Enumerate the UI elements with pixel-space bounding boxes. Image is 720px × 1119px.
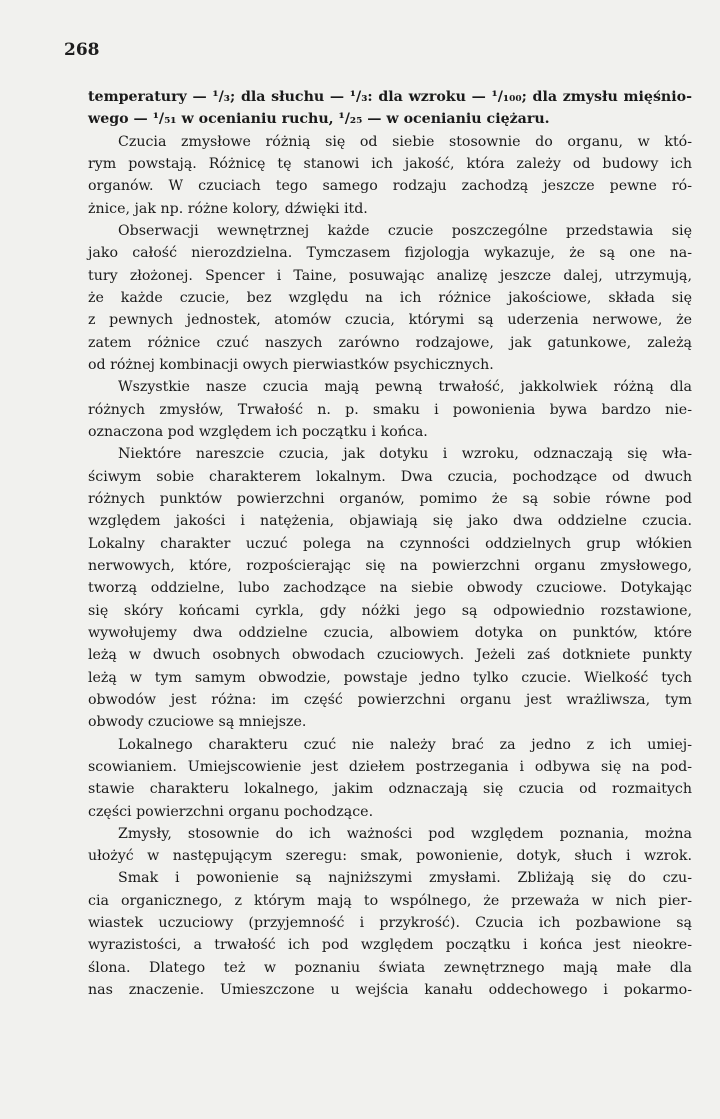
text-line: rym powstają. Różnicę tę stanowi ich jakość, która zależy od budowy ich [88, 155, 692, 172]
text-line: leżą w dwuch osobnych obwodach czuciowych. Jeżeli zaś dotkniete punkty [88, 647, 692, 664]
text-line: Czucia zmysłowe różnią się od siebie stosownie do organu, w któ- [118, 133, 692, 150]
text-line: Zmysły, stosownie do ich ważności pod względem poznania, można [118, 825, 692, 842]
text-line: obwodów jest różna: im część powierzchni organu jest wrażliwsza, tym [88, 691, 692, 708]
text-line: że każde czucie, bez względu na ich różnice jakościowe, składa się [88, 289, 692, 306]
text-line: ułożyć w następującym szeregu: smak, powonienie, dotyk, słuch i wzrok. [88, 848, 692, 865]
page-number: 268 [64, 40, 100, 60]
text-line: nerwowych, które, rozpościerając się na powierzchni organu zmysłowego, [88, 557, 692, 574]
text-line: zatem różnice czuć naszych zarówno rodzajowe, jak gatunkowe, zależą [88, 334, 692, 351]
text-line: Lokalnego charakteru czuć nie należy brać za jedno z ich umiej- [118, 736, 692, 753]
text-line: tury złożonej. Spencer i Taine, posuwając analizę jeszcze dalej, utrzymują, [88, 267, 692, 284]
text-line: leżą w tym samym obwodzie, powstaje jedno tylko czucie. Wielkość tych [88, 669, 692, 686]
text-line: tworzą oddzielne, lubo zachodzące na siebie obwody czuciowe. Dotykając [88, 580, 692, 597]
text-line: Obserwacji wewnętrznej każde czucie poszczególne przedstawia się [118, 222, 692, 239]
text-line: Niektóre nareszcie czucia, jak dotyku i wzroku, odznaczają się wła- [118, 446, 692, 463]
text-line: wyrazistości, a trwałość ich pod względem początku i końca jest nieokre- [88, 937, 692, 954]
text-line: wywołujemy dwa oddzielne czucia, albowiem dotyka on punktów, które [88, 624, 692, 641]
text-line: różnych zmysłów, Trwałość n. p. smaku i powonienia bywa bardzo nie- [88, 401, 692, 418]
text-line: ściwym sobie charakterem lokalnym. Dwa czucia, pochodzące od dwuch [88, 468, 692, 485]
text-line: obwody czuciowe są mniejsze. [88, 714, 307, 731]
text-line: temperatury — ¹/₃; dla słuchu — ¹/₃: dla wzroku — ¹/₁₀₀; dla zmysłu mięśnio- [88, 89, 692, 105]
text-line: żnice, jak np. różne kolory, dźwięki itd. [88, 200, 368, 217]
text-line: od różnej kombinacji owych pierwiastków psychicznych. [88, 356, 494, 373]
text-line: części powierzchni organu pochodzące. [88, 803, 374, 820]
body-text [88, 86, 692, 1001]
text-line: jako całość nierozdzielna. Tymczasem fizjologja wykazuje, że są one na- [88, 245, 692, 262]
text-line: względem jakości i natężenia, objawiają się jako dwa oddzielne czucia. [88, 513, 692, 530]
text-line: Wszystkie nasze czucia mają pewną trwałość, jakkolwiek różną dla [118, 379, 692, 396]
text-line: organów. W czuciach tego samego rodzaju zachodzą jeszcze pewne ró- [88, 178, 692, 195]
text-line: Lokalny charakter uczuć polega na czynności oddzielnych grup włókien [88, 535, 692, 552]
text-line: scowianiem. Umiejscowienie jest dziełem postrzegania i odbywa się na pod- [88, 758, 692, 775]
text-line: się skóry końcami cyrkla, gdy nóżki jego są odpowiednio rozstawione, [88, 602, 692, 619]
text-line: oznaczona pod względem ich początku i końca. [88, 423, 428, 440]
text-line: cia organicznego, z którym mają to wspólnego, że przeważa w nich pier- [88, 892, 692, 909]
text-line: nas znaczenie. Umieszczone u wejścia kanału oddechowego i pokarmo- [88, 982, 692, 999]
text-line: stawie charakteru lokalnego, jakim odznaczają się czucia od rozmaitych [88, 781, 692, 798]
text-line: wiastek uczuciowy (przyjemność i przykrość). Czucia ich pozbawione są [88, 915, 692, 932]
text-line: wego — ¹/₅₁ w ocenianiu ruchu, ¹/₂₅ — w ocenianiu ciężaru. [88, 111, 550, 128]
text-line: różnych punktów powierzchni organów, pomimo że są sobie równe pod [88, 490, 692, 507]
text-line: ślona. Dlatego też w poznaniu świata zewnętrznego mają małe dla [88, 959, 692, 976]
text-line: Smak i powonienie są najniższymi zmysłami. Zbliżają się do czu- [118, 870, 692, 887]
text-line: z pewnych jednostek, atomów czucia, którymi są uderzenia nerwowe, że [88, 312, 692, 329]
